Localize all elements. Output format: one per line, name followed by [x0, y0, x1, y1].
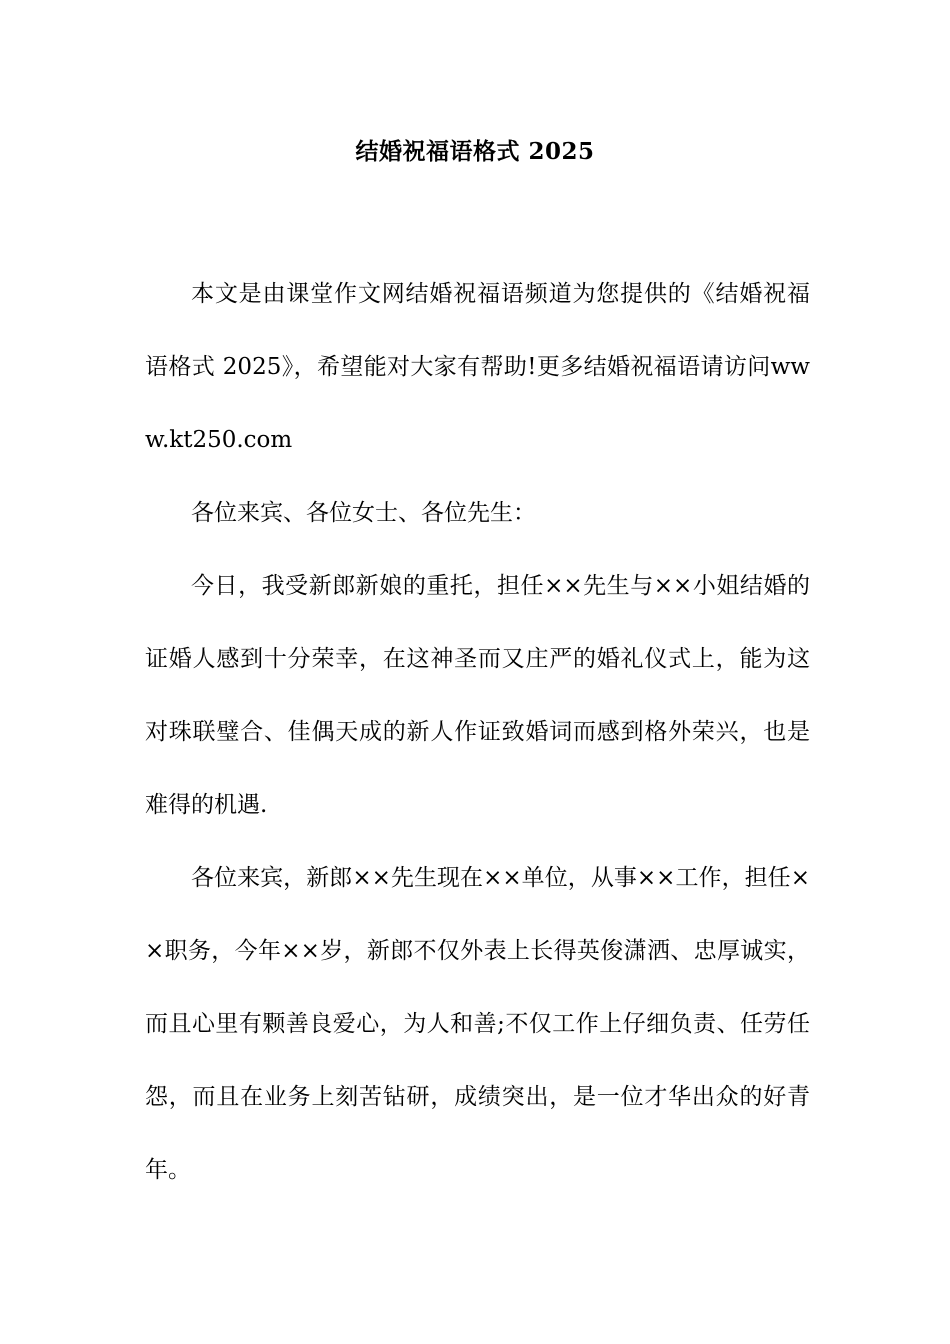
- document-body: [145, 258, 810, 1207]
- document-title: 结婚祝福语格式 2025: [355, 138, 595, 165]
- paragraph-intro: 本文是由课堂作文网结婚祝福语频道为您提供的《结婚祝福语格式 2025》，希望能对大家有帮助!更多结婚祝福语请访问www.kt250.com: [145, 281, 810, 453]
- paragraph-greeting: 各位来宾、各位女士、各位先生：: [191, 500, 536, 526]
- paragraph-witness: 今日，我受新郎新娘的重托，担任××先生与××小姐结婚的证婚人感到十分荣幸，在这神圣而又庄严的婚礼仪式上，能为这对珠联璧合、佳偶天成的新人作证致婚词而感到格外荣兴，也是难得的机遇.: [145, 573, 810, 818]
- paragraph-groom: 各位来宾，新郎××先生现在××单位，从事××工作，担任××职务，今年××岁，新郎不仅外表上长得英俊潇洒、忠厚诚实，而且心里有颗善良爱心，为人和善;不仅工作上仔细负责、任劳任怨，而且在业务上刻苦钻研，成绩突出，是一位才华出众的好青年。: [145, 865, 810, 1183]
